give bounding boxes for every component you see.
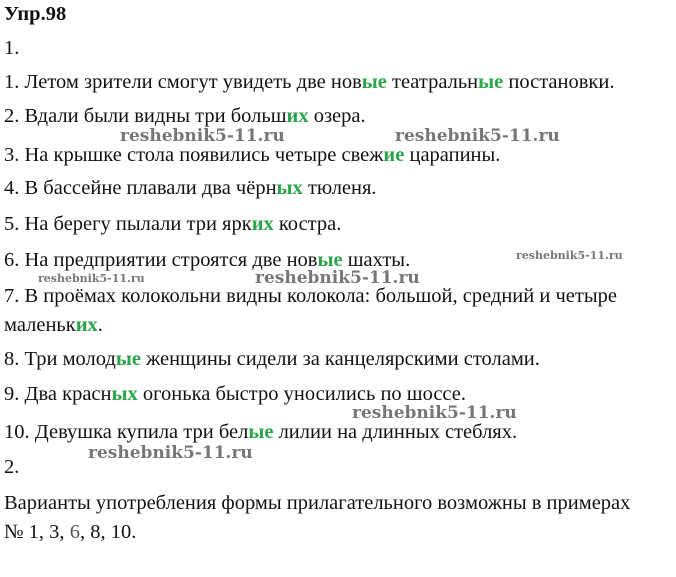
sentence-text: 9. Два красн — [4, 383, 112, 405]
sentence-text: озера. — [308, 105, 366, 127]
sentence-text: костра. — [273, 213, 342, 235]
sentence-text: 2. Вдали были видны три больш — [4, 105, 287, 127]
sentence-5 — [4, 212, 341, 236]
sentence-text: лилии на длинных стеблях. — [273, 421, 518, 443]
conclusion-line-2 — [4, 520, 136, 544]
highlighted-ending: ых — [111, 383, 138, 405]
sentence-10 — [4, 420, 517, 444]
highlighted-ending: ых — [276, 177, 303, 199]
sentence-text: . — [97, 314, 103, 336]
sentence-text: постановки. — [503, 71, 615, 93]
sentence-7-continuation — [4, 313, 103, 337]
sentence-text: 3. На крышке стола появились четыре свеж — [4, 144, 384, 166]
sentence-1 — [4, 70, 614, 94]
sentence-text: царапины. — [404, 144, 501, 166]
highlighted-ending: ые — [115, 348, 141, 370]
watermark: reshebnik5-11.ru — [120, 126, 285, 146]
conclusion-line-1: Варианты употребления формы прилагательного возможны в примерах — [4, 492, 631, 514]
sentence-text: огонька быстро уносились по шоссе. — [137, 383, 467, 405]
conclusion-text: № 1, 3, — [4, 521, 70, 543]
watermark: reshebnik5-11.ru — [255, 268, 420, 288]
sentence-text: 7. В проёмах колокольни видны колокола: большой, средний и четыре — [4, 285, 617, 307]
sentence-text: 6. На предприятии строятся две нов — [4, 249, 318, 271]
highlighted-ending: ые — [248, 421, 274, 443]
sentence-text: 1. Летом зрители смогут увидеть две нов — [4, 71, 362, 93]
sentence-text: 4. В бассейне плавали два чёрн — [4, 177, 277, 199]
part-2-label: 2. — [4, 456, 20, 478]
sentence-4 — [4, 176, 377, 200]
watermark: reshebnik5-11.ru — [352, 403, 517, 423]
sentence-3 — [4, 143, 500, 167]
watermark: reshebnik5-11.ru — [88, 443, 253, 463]
sentence-8 — [4, 347, 540, 371]
sentence-text: театральн — [386, 71, 479, 93]
sentence-text: 5. На берегу пылали три ярк — [4, 213, 252, 235]
conclusion-text: , 8, 10. — [79, 521, 137, 543]
sentence-text: шахты. — [342, 249, 411, 271]
highlighted-ending: их — [286, 105, 309, 127]
conclusion-number: 6 — [69, 521, 80, 543]
sentence-text: маленьк — [4, 314, 76, 336]
sentence-text: тюленя. — [302, 177, 377, 199]
highlighted-ending: ие — [383, 144, 405, 166]
watermark: reshebnik5-11.ru — [395, 126, 560, 146]
watermark: reshebnik5-11.ru — [38, 272, 145, 285]
highlighted-ending: их — [251, 213, 274, 235]
sentence-text: женщины сидели за канцелярскими столами. — [140, 348, 540, 370]
part-1-label: 1. — [4, 37, 20, 59]
sentence-2 — [4, 104, 366, 128]
sentence-text: 10. Девушка купила три бел — [4, 421, 249, 443]
highlighted-ending: ые — [317, 249, 343, 271]
highlighted-ending: ые — [478, 71, 504, 93]
exercise-title: Упр.98 — [4, 3, 67, 25]
watermark: reshebnik5-11.ru — [516, 249, 623, 262]
sentence-text: 8. Три молод — [4, 348, 116, 370]
highlighted-ending: их — [75, 314, 98, 336]
highlighted-ending: ые — [361, 71, 387, 93]
